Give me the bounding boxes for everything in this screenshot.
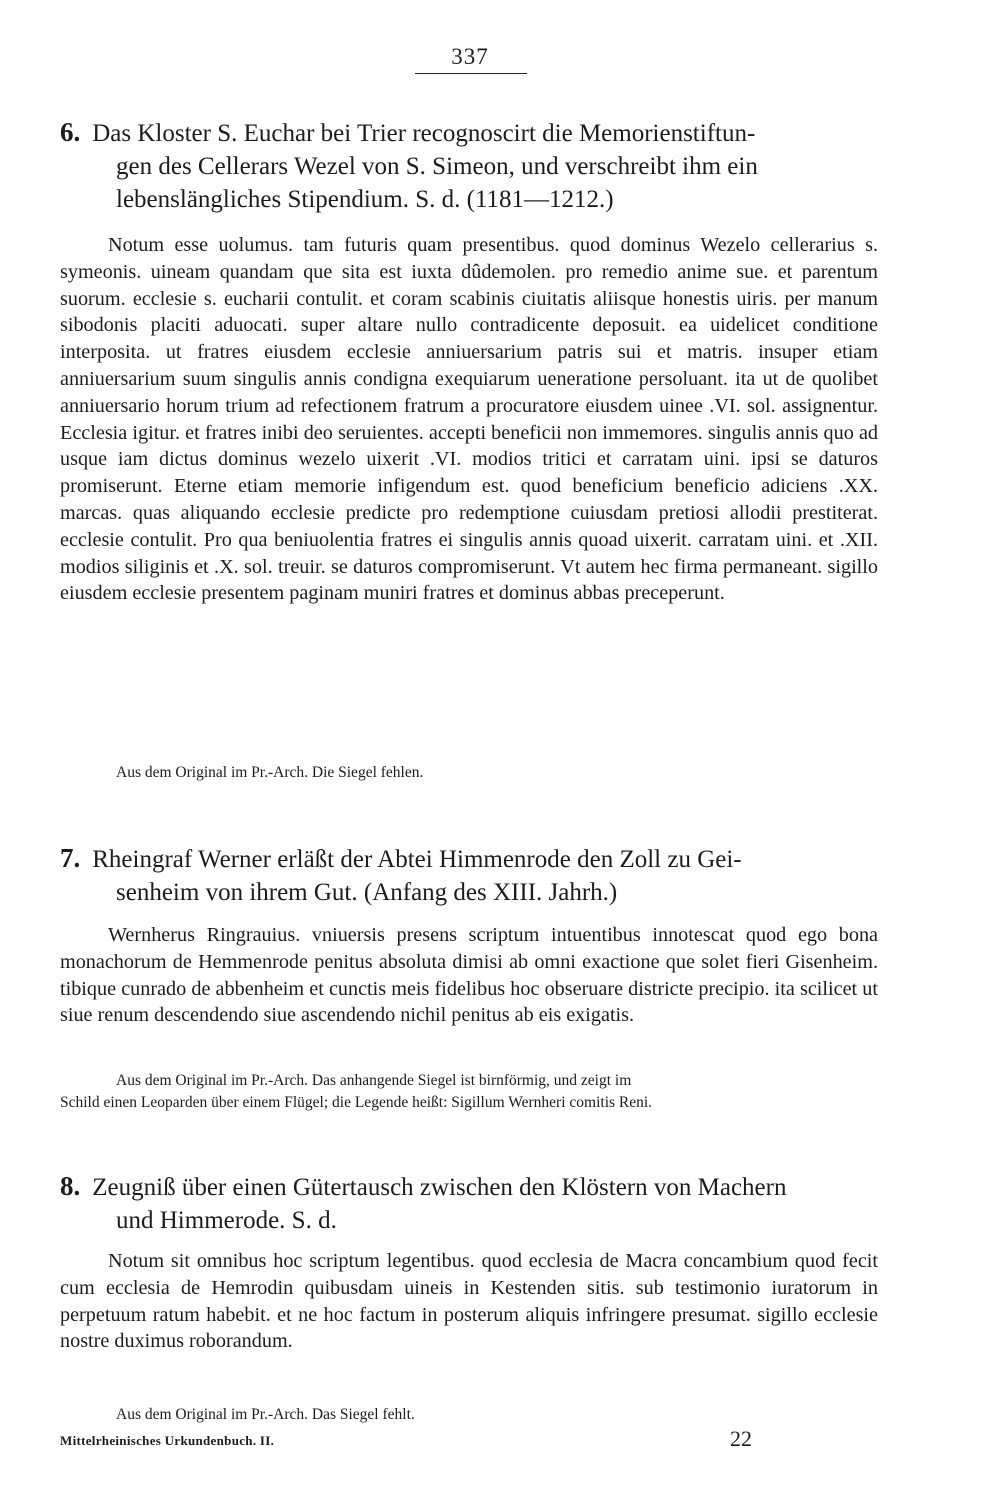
footer-book-title: Mittelrheinisches Urkundenbuch. II.	[60, 1433, 275, 1448]
entry-7-number: 7.	[60, 843, 81, 873]
entry-7-heading-line1: Rheingraf Werner erläßt der Abtei Himmenrode den Zoll zu Gei-	[92, 846, 742, 873]
entry-7-source-note	[60, 1070, 878, 1114]
entry-8-heading	[60, 1170, 878, 1237]
entry-6-source-note: Aus dem Original im Pr.-Arch. Die Siegel fehlen.	[116, 764, 424, 781]
page-number: 337	[451, 44, 489, 69]
entry-6-heading-line1: Das Kloster S. Euchar bei Trier recognoscirt die Memorienstiftun-	[92, 120, 756, 147]
entry-7-note-line2: Schild einen Leoparden über einem Flügel; die Legende heißt: Sigillum Wernheri comitis Reni.	[60, 1094, 653, 1111]
entry-7-paragraph: Wernherus Ringrauius. vniuersis presens scriptum intuentibus innotescat quod ego bona monachorum de Hemmenrode penitus absoluta dimisi ab omni exactione que solet fieri Gisenheim. tibique cunrado de abbenheim et cunctis meis fidelibus hoc obseruare districte precipio. ita scilicet ut siue renum descendendo siue ascendendo nichil penitus ab eis exigatis.	[60, 924, 878, 1027]
entry-7-heading-line2: senheim von ihrem Gut. (Anfang des XIII. Jahrh.)	[116, 879, 618, 906]
entry-6-heading	[60, 116, 878, 216]
entry-8-source-note: Aus dem Original im Pr.-Arch. Das Siegel fehlt.	[116, 1406, 415, 1423]
entry-8-paragraph: Notum sit omnibus hoc scriptum legentibus. quod ecclesia de Macra concambium quod fecit cum ecclesia de Hemrodin quibusdam uineis in Kestenden sitis. sub testimonio iuratorum in perpetuum ratum habebit. et ne hoc factum in posterum aliquis infringere presumat. sigillo ecclesie nostre duximus roborandum.	[60, 1250, 878, 1353]
entry-6-text	[60, 232, 878, 607]
entry-6-heading-line3: lebenslängliches Stipendium. S. d. (1181—1212.)	[116, 186, 614, 213]
entry-6-paragraph: Notum esse uolumus. tam futuris quam presentibus. quod dominus Wezelo cellerarius s. symeonis. uineam quandam que sita est iuxta dûdemolen. pro remedio anime sue. et parentum suorum. ecclesie s. eucharii contulit. et coram scabinis ciuitatis aliisque honestis uiris. per manum sibodonis placiti aduocati. super altare nullo contradicente deposuit. ea uidelicet conditione interposita. ut fratres eiusdem ecclesie anniuersarium patris sui et matris. insuper etiam anniuersarium suum singulis annis condigna exequiarum ueneratione persoluant. ita ut de quolibet anniuersario horum trium ad refectionem fratrum a procuratore eiusdem uinee .VI. sol. assignentur. Ecclesia igitur. et fratres inibi deo seruientes. accepti beneficii non immemores. singulis annis quo ad usque iam dictus dominus wezelo uixerit .VI. modios tritici et carratam uini. ipsi se daturos promiserunt. Eterne etiam memorie infigendum est. quod beneficium beneficio adiciens .XX. marcas. quas aliquando ecclesie predicte pro redemptione cuiusdam pretiosi allodii prestiterat. ecclesie contulit. Pro qua beniuolentia fratres ei singulis annis quoad uixerit. carratam uini. et .XII. modios siliginis et .X. sol. treuir. se daturos compromiserunt. Vt autem hec firma permaneant. sigillo eiusdem ecclesie presentem paginam muniri fratres et dominus abbas preceperunt.	[60, 234, 878, 605]
entry-8-number: 8.	[60, 1171, 81, 1201]
entry-7-text	[60, 922, 878, 1029]
entry-6-heading-line2: gen des Cellerars Wezel von S. Simeon, und verschreibt ihm ein	[116, 153, 758, 180]
entry-8-text	[60, 1248, 878, 1355]
entry-8-heading-line1: Zeugniß über einen Gütertausch zwischen den Klöstern von Machern	[92, 1174, 787, 1201]
entry-7-heading	[60, 842, 878, 909]
footer-signature-number: 22	[730, 1426, 752, 1451]
entry-8-heading-line2: und Himmerode. S. d.	[116, 1207, 337, 1234]
page-number-rule	[415, 73, 527, 74]
entry-7-note-line1: Aus dem Original im Pr.-Arch. Das anhangende Siegel ist birnförmig, und zeigt im	[116, 1072, 632, 1089]
entry-6-number: 6.	[60, 117, 81, 147]
